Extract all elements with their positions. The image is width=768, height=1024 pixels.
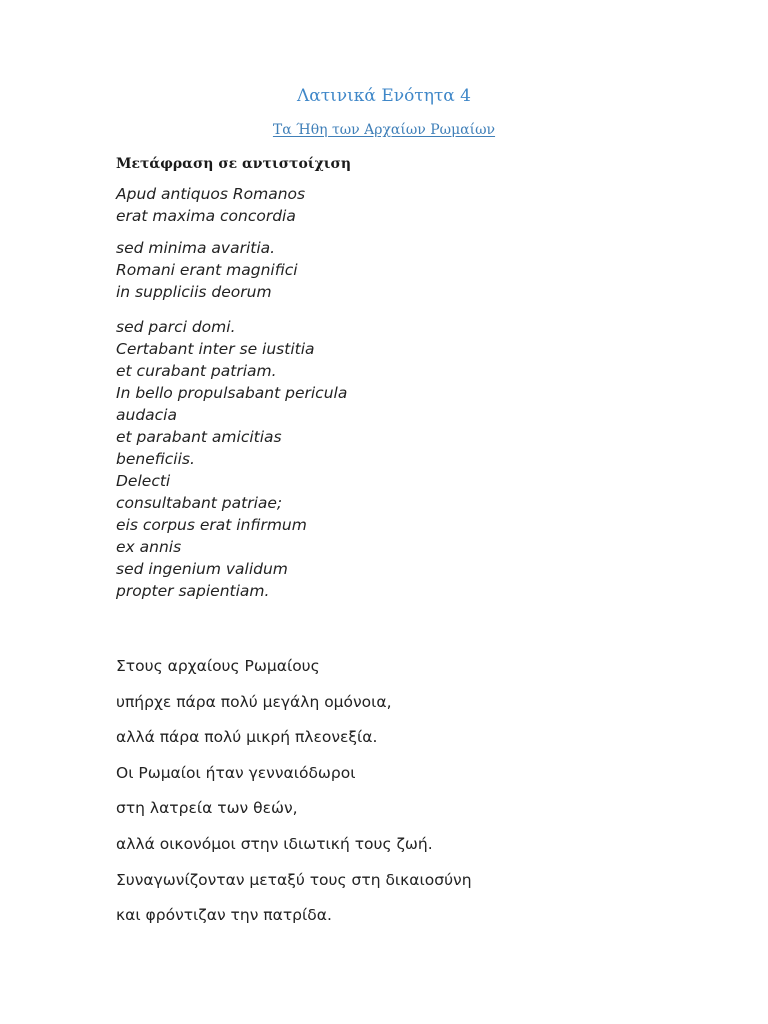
latin-block-2 [116,237,298,303]
latin-line: propter sapientiam. [116,582,270,600]
latin-line: et curabant patriam. [116,362,277,380]
latin-line: et parabant amicitias [116,428,282,446]
greek-line: υπήρχε πάρα πολύ μεγάλη ομόνοια, [116,692,392,711]
latin-line: in suppliciis deorum [116,283,272,301]
greek-translation [116,654,472,939]
latin-block-3 [116,316,347,602]
greek-line: Στους αρχαίους Ρωμαίους [116,657,320,675]
latin-line: ex annis [116,538,182,556]
latin-line: beneficiis. [116,450,195,468]
latin-line: Romani erant magnifici [116,261,298,279]
greek-line: και φρόντιζαν την πατρίδα. [116,906,332,925]
latin-line: Apud antiquos Romanos [116,185,306,203]
latin-line: eis corpus erat infirmum [116,516,307,534]
latin-line: audacia [116,406,177,424]
document-title: Λατινικά Ενότητα 4 [296,86,471,106]
latin-line: sed parci domi. [116,318,236,336]
greek-line: αλλά οικονόμοι στην ιδιωτική τους ζωή. [116,834,433,853]
subtitle-link[interactable]: Τα Ήθη των Αρχαίων Ρωμαίων [272,122,496,138]
greek-line: Συναγωνίζονταν μεταξύ τους στη δικαιοσύνη [116,870,472,889]
greek-line: Οι Ρωμαίοι ήταν γενναιόδωροι [116,763,356,782]
latin-line: erat maxima concordia [116,207,296,225]
latin-line: sed ingenium validum [116,560,288,578]
section-heading: Μετάφραση σε αντιστοίχιση [116,156,352,172]
greek-line: αλλά πάρα πολύ μικρή πλεονεξία. [116,728,378,747]
greek-line: στη λατρεία των θεών, [116,799,298,818]
latin-block-1 [116,183,305,227]
latin-line: Delecti [116,472,171,490]
latin-line: In bello propulsabant pericula [116,384,348,402]
latin-line: consultabant patriae; [116,494,283,512]
document-subtitle [0,120,768,140]
latin-line: Certabant inter se iustitia [116,340,315,358]
latin-line: sed minima avaritia. [116,239,276,257]
